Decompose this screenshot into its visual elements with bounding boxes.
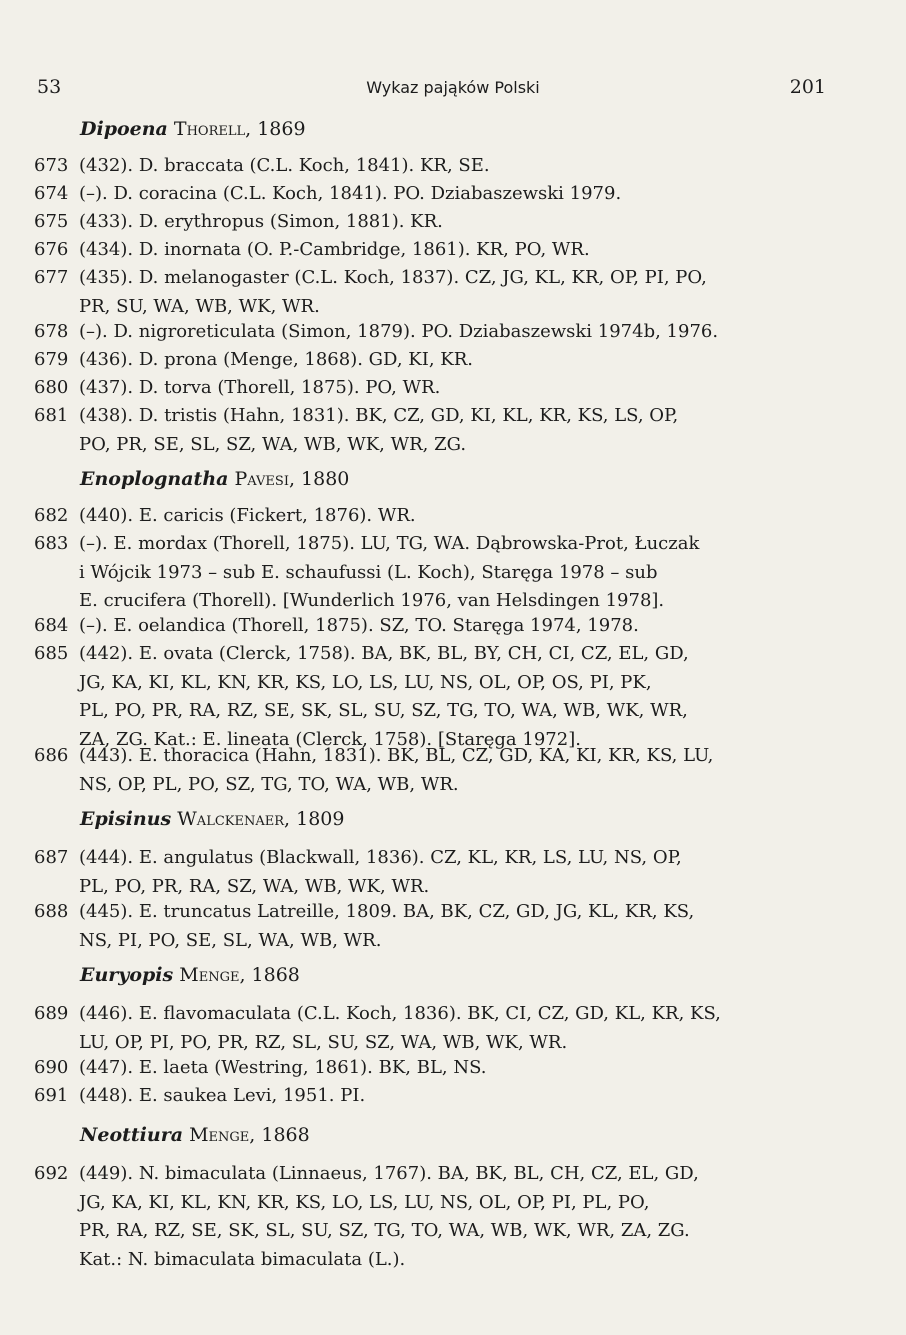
species-entry [34, 180, 834, 209]
entry-text: (436). D. prona (Menge, 1868). GD, KI, KR. [79, 349, 474, 370]
entry-text: (432). D. braccata (C.L. Koch, 1841). KR, SE. [79, 155, 490, 176]
genus-name: Euryopis [80, 964, 174, 986]
genus-heading [80, 118, 306, 140]
species-entry [34, 264, 834, 321]
entry-text: (443). E. thoracica (Hahn, 1831). BK, BL, CZ, GD, KA, KI, KR, KS, LU, NS, OP, PL, PO, SZ, TG, TO, WA, WB, WR. [79, 745, 714, 795]
entry-text: (447). E. laeta (Westring, 1861). BK, BL, NS. [79, 1057, 487, 1078]
entry-text: (442). E. ovata (Clerck, 1758). BA, BK, BL, BY, CH, CI, CZ, EL, GD, JG, KA, KI, KL, KN, KR, KS, LO, LS, LU, NS, OL, OP, OS, PI, PK, PL, PO, PR, RA, RZ, SE, SK, SL, SU, SZ, TG, TO, WA, WB, WK, WR, ZA, ZG. Kat.: E. lineata (Clerck, 1758). [Staręga 1972]. [79, 643, 689, 750]
genus-author: Menge, 1868 [179, 964, 300, 986]
entry-number: 688 [34, 901, 69, 922]
entry-number: 682 [34, 505, 69, 526]
species-entry [34, 612, 834, 641]
species-entry [34, 152, 834, 181]
entry-number: 677 [34, 267, 69, 288]
entry-text: (444). E. angulatus (Blackwall, 1836). CZ, KL, KR, LS, LU, NS, OP, PL, PO, PR, RA, SZ, WA, WB, WK, WR. [79, 847, 682, 897]
species-entry [34, 502, 834, 531]
entry-number: 681 [34, 405, 69, 426]
entry-number: 678 [34, 321, 69, 342]
genus-heading [80, 468, 349, 490]
entry-text: (446). E. flavomaculata (C.L. Koch, 1836). BK, CI, CZ, GD, KL, KR, KS, LU, OP, PI, PO, PR, RZ, SL, SU, SZ, WA, WB, WK, WR. [79, 1003, 721, 1053]
entry-text: (434). D. inornata (O. P.-Cambridge, 1861). KR, PO, WR. [79, 239, 590, 260]
genus-name: Neottiura [80, 1124, 184, 1146]
entry-number: 687 [34, 847, 69, 868]
entry-number: 675 [34, 211, 69, 232]
genus-author: Thorell, 1869 [173, 118, 306, 140]
species-entry [34, 898, 834, 955]
entry-number: 685 [34, 643, 69, 664]
genus-author: Walckenaer, 1809 [177, 808, 345, 830]
entry-text: (448). E. saukea Levi, 1951. PI. [79, 1085, 366, 1106]
species-entry [34, 402, 834, 459]
genus-author: Menge, 1868 [189, 1124, 310, 1146]
species-entry [34, 1000, 834, 1057]
entry-text: (–). E. mordax (Thorell, 1875). LU, TG, WA. Dąbrowska-Prot, Łuczak i Wójcik 1973 – sub E. schaufussi (L. Koch), Staręga 1978 – sub E. crucifera (Thorell). [Wunderlich 1976, van Helsdingen 1978]. [79, 533, 700, 611]
species-entry [34, 530, 834, 616]
running-title: Wykaz pająków Polski [366, 78, 540, 97]
entry-text: (433). D. erythropus (Simon, 1881). KR. [79, 211, 443, 232]
species-entry [34, 1160, 834, 1274]
entry-text: (–). D. nigroreticulata (Simon, 1879). PO. Dziabaszewski 1974b, 1976. [79, 321, 719, 342]
entry-number: 679 [34, 349, 69, 370]
genus-heading [80, 964, 300, 986]
entry-number: 674 [34, 183, 69, 204]
entry-number: 692 [34, 1163, 69, 1184]
entry-number: 684 [34, 615, 69, 636]
entry-text: (435). D. melanogaster (C.L. Koch, 1837). CZ, JG, KL, KR, OP, PI, PO, PR, SU, WA, WB, WK, WR. [79, 267, 707, 317]
right-page-number: 201 [789, 76, 826, 98]
entry-number: 683 [34, 533, 69, 554]
genus-heading [80, 808, 344, 830]
entry-number: 676 [34, 239, 69, 260]
entry-text: (445). E. truncatus Latreille, 1809. BA, BK, CZ, GD, JG, KL, KR, KS, NS, PI, PO, SE, SL, WA, WB, WR. [79, 901, 695, 951]
entry-text: (–). E. oelandica (Thorell, 1875). SZ, TO. Staręga 1974, 1978. [79, 615, 639, 636]
species-entry [34, 208, 834, 237]
entry-number: 680 [34, 377, 69, 398]
species-entry [34, 640, 834, 754]
entry-text: (438). D. tristis (Hahn, 1831). BK, CZ, GD, KI, KL, KR, KS, LS, OP, PO, PR, SE, SL, SZ, WA, WB, WK, WR, ZG. [79, 405, 679, 455]
genus-name: Dipoena [80, 118, 168, 140]
entry-text: (449). N. bimaculata (Linnaeus, 1767). BA, BK, BL, CH, CZ, EL, GD, JG, KA, KI, KL, KN, KR, KS, LO, LS, LU, NS, OL, OP, PI, PL, PO, PR, RA, RZ, SE, SK, SL, SU, SZ, TG, TO, WA, WB, WK, WR, ZA, ZG. Kat.: N. bimaculata bimaculata (L.). [79, 1163, 699, 1270]
species-entry [34, 236, 834, 265]
entry-number: 686 [34, 745, 69, 766]
genus-name: Episinus [80, 808, 172, 830]
species-entry [34, 318, 834, 347]
species-entry [34, 742, 834, 799]
left-page-number: 53 [37, 76, 62, 98]
entry-number: 690 [34, 1057, 69, 1078]
entry-number: 673 [34, 155, 69, 176]
species-entry [34, 346, 834, 375]
entry-number: 689 [34, 1003, 69, 1024]
species-entry [34, 1082, 834, 1111]
species-entry [34, 844, 834, 901]
page-header [0, 76, 906, 100]
entry-number: 691 [34, 1085, 69, 1106]
genus-author: Pavesi, 1880 [234, 468, 350, 490]
species-entry [34, 374, 834, 403]
entry-text: (–). D. coracina (C.L. Koch, 1841). PO. Dziabaszewski 1979. [79, 183, 622, 204]
species-entry [34, 1054, 834, 1083]
genus-name: Enoplognatha [80, 468, 229, 490]
entry-text: (437). D. torva (Thorell, 1875). PO, WR. [79, 377, 441, 398]
genus-heading [80, 1124, 310, 1146]
entry-text: (440). E. caricis (Fickert, 1876). WR. [79, 505, 416, 526]
